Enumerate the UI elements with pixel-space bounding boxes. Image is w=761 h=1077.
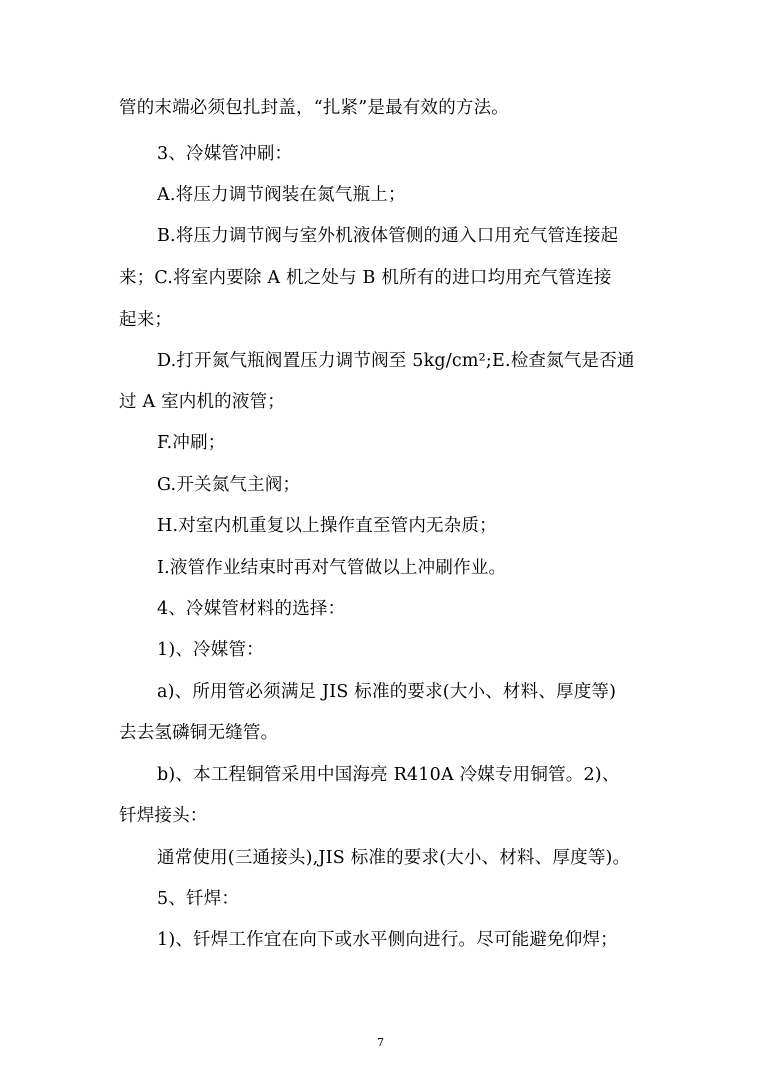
section-heading: 3、冷媒管冲刷：: [157, 144, 293, 164]
paragraph-line: F.冲刷；: [157, 433, 226, 453]
paragraph-line: H.对室内机重复以上操作直至管内无杂质；: [157, 516, 497, 536]
paragraph-line: 过 A 室内机的液管；: [119, 392, 285, 412]
paragraph-line: 1)、钎焊工作宜在向下或水平侧向进行。尽可能避免仰焊；: [157, 930, 618, 950]
page-number: 7: [377, 1036, 384, 1049]
paragraph-line: 去去氢磷铜无缝管。: [119, 723, 279, 743]
subsection-heading: 1)、冷媒管：: [157, 640, 264, 660]
paragraph-line: b)、本工程铜管采用中国海亮 R410A 冷媒专用铜管。2)、: [157, 765, 620, 785]
paragraph-line: G.开关氮气主阀；: [157, 475, 301, 495]
paragraph-line: A.将压力调节阀装在氮气瓶上；: [157, 185, 406, 205]
paragraph-line: 钎焊接头：: [119, 806, 208, 826]
section-heading: 5、钎焊：: [157, 889, 240, 909]
paragraph-line: B.将压力调节阀与室外机液体管侧的通入口用充气管连接起: [157, 226, 619, 246]
paragraph-line: D.打开氮气瓶阀置压力调节阀至 5kg/cm²;E.检查氮气是否通: [157, 351, 635, 371]
section-heading: 4、冷媒管材料的选择：: [157, 599, 346, 619]
paragraph-line: I.液管作业结束时再对气管做以上冲刷作业。: [157, 558, 507, 578]
paragraph-line: a)、所用管必须满足 JIS 标准的要求(大小、材料、厚度等): [157, 682, 617, 702]
paragraph-line: 起来；: [119, 310, 173, 330]
paragraph-line: 通常使用(三通接头),JIS 标准的要求(大小、材料、厚度等)。: [157, 848, 631, 868]
paragraph-line: 管的末端必须包扎封盖，“扎紧”是最有效的方法。: [119, 98, 509, 118]
paragraph-line: 来；C.将室内要除 A 机之处与 B 机所有的进口均用充气管连接: [119, 268, 612, 288]
